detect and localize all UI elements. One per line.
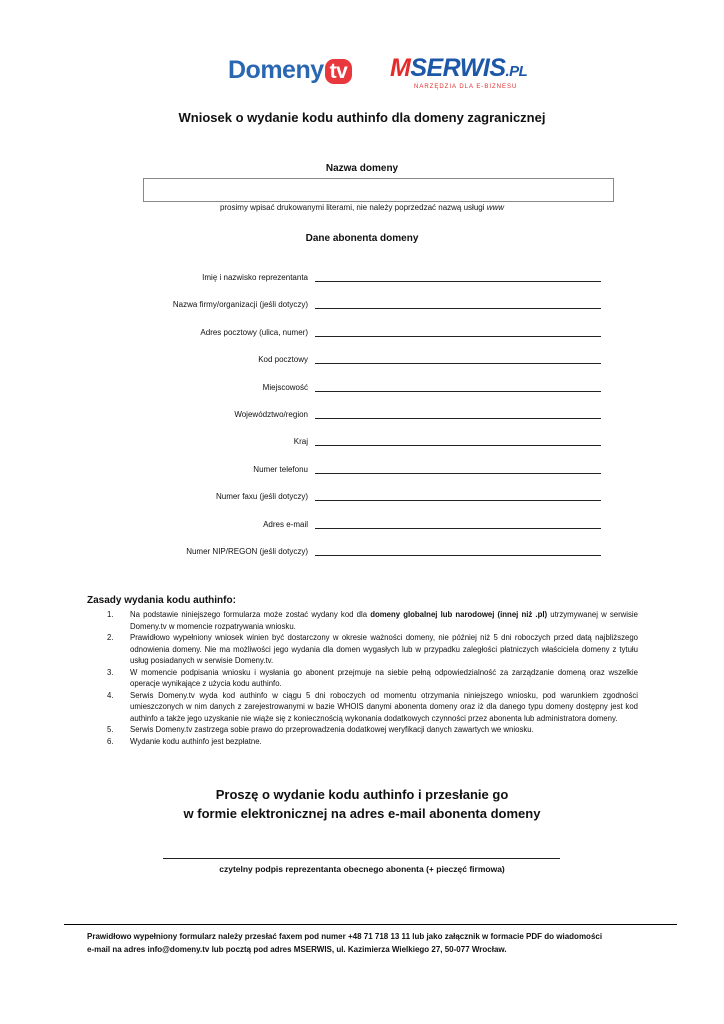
form-title: Wniosek o wydanie kodu authinfo dla domeny zagranicznej bbox=[178, 110, 546, 125]
field-input-line[interactable] bbox=[315, 473, 601, 474]
subscriber-section-title: Dane abonenta domeny bbox=[305, 233, 419, 244]
rule-number: 6. bbox=[107, 736, 114, 746]
domain-name-label: Nazwa domeny bbox=[325, 163, 399, 174]
rule-item bbox=[100, 690, 638, 725]
rule-number: 3. bbox=[107, 667, 114, 677]
footer-line-1: Prawidłowo wypełniony formularz należy przesłać faxem pod numer +48 71 718 13 11 lub jako załącznik w formacie PDF do wiadomości bbox=[87, 932, 603, 941]
rule-text: Na podstawie niniejszego formularza może zostać wydany kod dla bbox=[130, 610, 371, 619]
field-label: Numer NIP/REGON (jeśli dotyczy) bbox=[186, 547, 308, 556]
footer-instructions bbox=[87, 930, 647, 956]
field-label: Kod pocztowy bbox=[258, 355, 308, 365]
field-label: Kraj bbox=[293, 437, 308, 447]
field-input-line[interactable] bbox=[315, 308, 601, 309]
mserwis-logo-pl: .PL bbox=[505, 63, 528, 80]
form-row bbox=[0, 492, 724, 506]
rule-number: 4. bbox=[107, 690, 114, 700]
domain-name-field[interactable] bbox=[143, 178, 614, 202]
mserwis-logo-text: SERWIS bbox=[410, 54, 506, 82]
domain-hint-www: www bbox=[486, 203, 505, 212]
field-input-line[interactable] bbox=[315, 391, 601, 392]
field-input-line[interactable] bbox=[315, 281, 601, 282]
signature-line[interactable] bbox=[163, 858, 560, 859]
form-row bbox=[0, 520, 724, 534]
field-label: Miejscowość bbox=[262, 382, 308, 392]
rule-number: 1. bbox=[107, 610, 114, 619]
form-row bbox=[0, 465, 724, 479]
rule-text-bold: domeny globalnej lub narodowej (innej niż .pl) bbox=[370, 610, 548, 619]
rule-item bbox=[100, 609, 638, 632]
field-input-line[interactable] bbox=[315, 528, 601, 529]
domain-hint bbox=[0, 203, 724, 212]
request-statement bbox=[0, 785, 724, 823]
tv-badge: tv bbox=[325, 59, 353, 84]
rule-item bbox=[100, 736, 638, 748]
field-input-line[interactable] bbox=[315, 418, 601, 419]
rule-text: W momencie podpisania wniosku i wysłania go abonent przejmuje na siebie pełną odpowiedzialność za zarządzanie domeną oraz wszelkie operacje wynikające z użycia kodu authinfo. bbox=[130, 667, 638, 688]
rule-text: Serwis Domeny.tv zastrzega sobie prawo do przeprowadzenia dodatkowej weryfikacji danych zawartych we wniosku. bbox=[130, 725, 534, 734]
form-row bbox=[0, 355, 724, 369]
field-label: Imię i nazwisko reprezentanta bbox=[202, 273, 308, 282]
signature-label: czytelny podpis reprezentanta obecnego abonenta (+ pieczęć firmowa) bbox=[219, 864, 505, 874]
field-label: Numer faxu (jeśli dotyczy) bbox=[215, 492, 308, 502]
field-input-line[interactable] bbox=[315, 445, 601, 446]
form-row bbox=[0, 273, 724, 287]
mserwis-logo bbox=[390, 54, 528, 90]
form-row bbox=[0, 328, 724, 342]
domain-hint-text: prosimy wpisać drukowanymi literami, nie należy poprzedzać nazwą usługi bbox=[219, 203, 487, 212]
rule-number: 2. bbox=[107, 633, 114, 642]
field-label: Adres pocztowy (ulica, numer) bbox=[200, 327, 308, 337]
request-line-2: w formie elektronicznej na adres e-mail abonenta domeny bbox=[183, 806, 541, 821]
rule-item bbox=[100, 632, 638, 667]
form-row bbox=[0, 437, 724, 451]
footer-line-2: e-mail na adres info@domeny.tv lub pocztą pod adres MSERWIS, ul. Kazimierza Wielkiego 27, 50-077 Wrocław. bbox=[87, 945, 507, 954]
field-label: Nazwa firmy/organizacji (jeśli dotyczy) bbox=[172, 300, 308, 310]
mserwis-tagline: NARZĘDZIA DLA E-BIZNESU bbox=[414, 84, 518, 90]
rule-text: Wydanie kodu authinfo jest bezpłatne. bbox=[130, 736, 262, 746]
domeny-logo-text: Domeny bbox=[228, 56, 324, 84]
field-label: Adres e-mail bbox=[263, 519, 308, 529]
logos-header bbox=[0, 50, 724, 94]
request-line-1: Proszę o wydanie kodu authinfo i przesłanie go bbox=[215, 787, 509, 802]
form-row bbox=[0, 383, 724, 397]
rule-number: 5. bbox=[107, 725, 114, 734]
rule-item bbox=[100, 667, 638, 690]
form-row bbox=[0, 547, 724, 561]
rule-text: Serwis Domeny.tv wyda kod authinfo w ciągu 5 dni roboczych od momentu otrzymania niniejszego wniosku, pod warunkiem zgodności umieszczonych w nim danych z zarejestrowanymi w bazie WHOIS danymi abonenta domeny oraz iż dla danego typu domeny dostępny jest kod authinfo a także jego uzyskanie nie wiąże się z koniecznością wykonania dodatkowych czynności przez abonenta lub administratora domeny. bbox=[130, 690, 638, 723]
form-row bbox=[0, 300, 724, 314]
rule-item bbox=[100, 724, 638, 736]
field-input-line[interactable] bbox=[315, 363, 601, 364]
rules-list bbox=[100, 609, 638, 747]
field-input-line[interactable] bbox=[315, 500, 601, 501]
form-row bbox=[0, 410, 724, 424]
rule-text: Prawidłowo wypełniony wniosek winien być dostarczony w okresie ważności domeny, nie później niż 5 dni roboczych przed datą najbliższego odnowienia domeny. Nie ma możliwości jego wydania dla domen wygasłych lub w przypadku zaległości płatniczych właściciela domeny z tytułu usług posiadanych w serwisie Domeny.tv. bbox=[130, 633, 638, 665]
field-label: Województwo/region bbox=[234, 410, 308, 419]
rule-text-continued: utrzymywanej w serwisie Domeny.tv w momencie rozpatrywania wniosku. bbox=[130, 610, 638, 631]
field-input-line[interactable] bbox=[315, 555, 601, 556]
rules-title: Zasady wydania kodu authinfo: bbox=[87, 595, 236, 606]
domeny-tv-logo bbox=[228, 56, 352, 85]
field-input-line[interactable] bbox=[315, 336, 601, 337]
mserwis-logo-m: M bbox=[390, 54, 411, 82]
field-label: Numer telefonu bbox=[253, 464, 308, 474]
footer-divider bbox=[64, 924, 677, 925]
